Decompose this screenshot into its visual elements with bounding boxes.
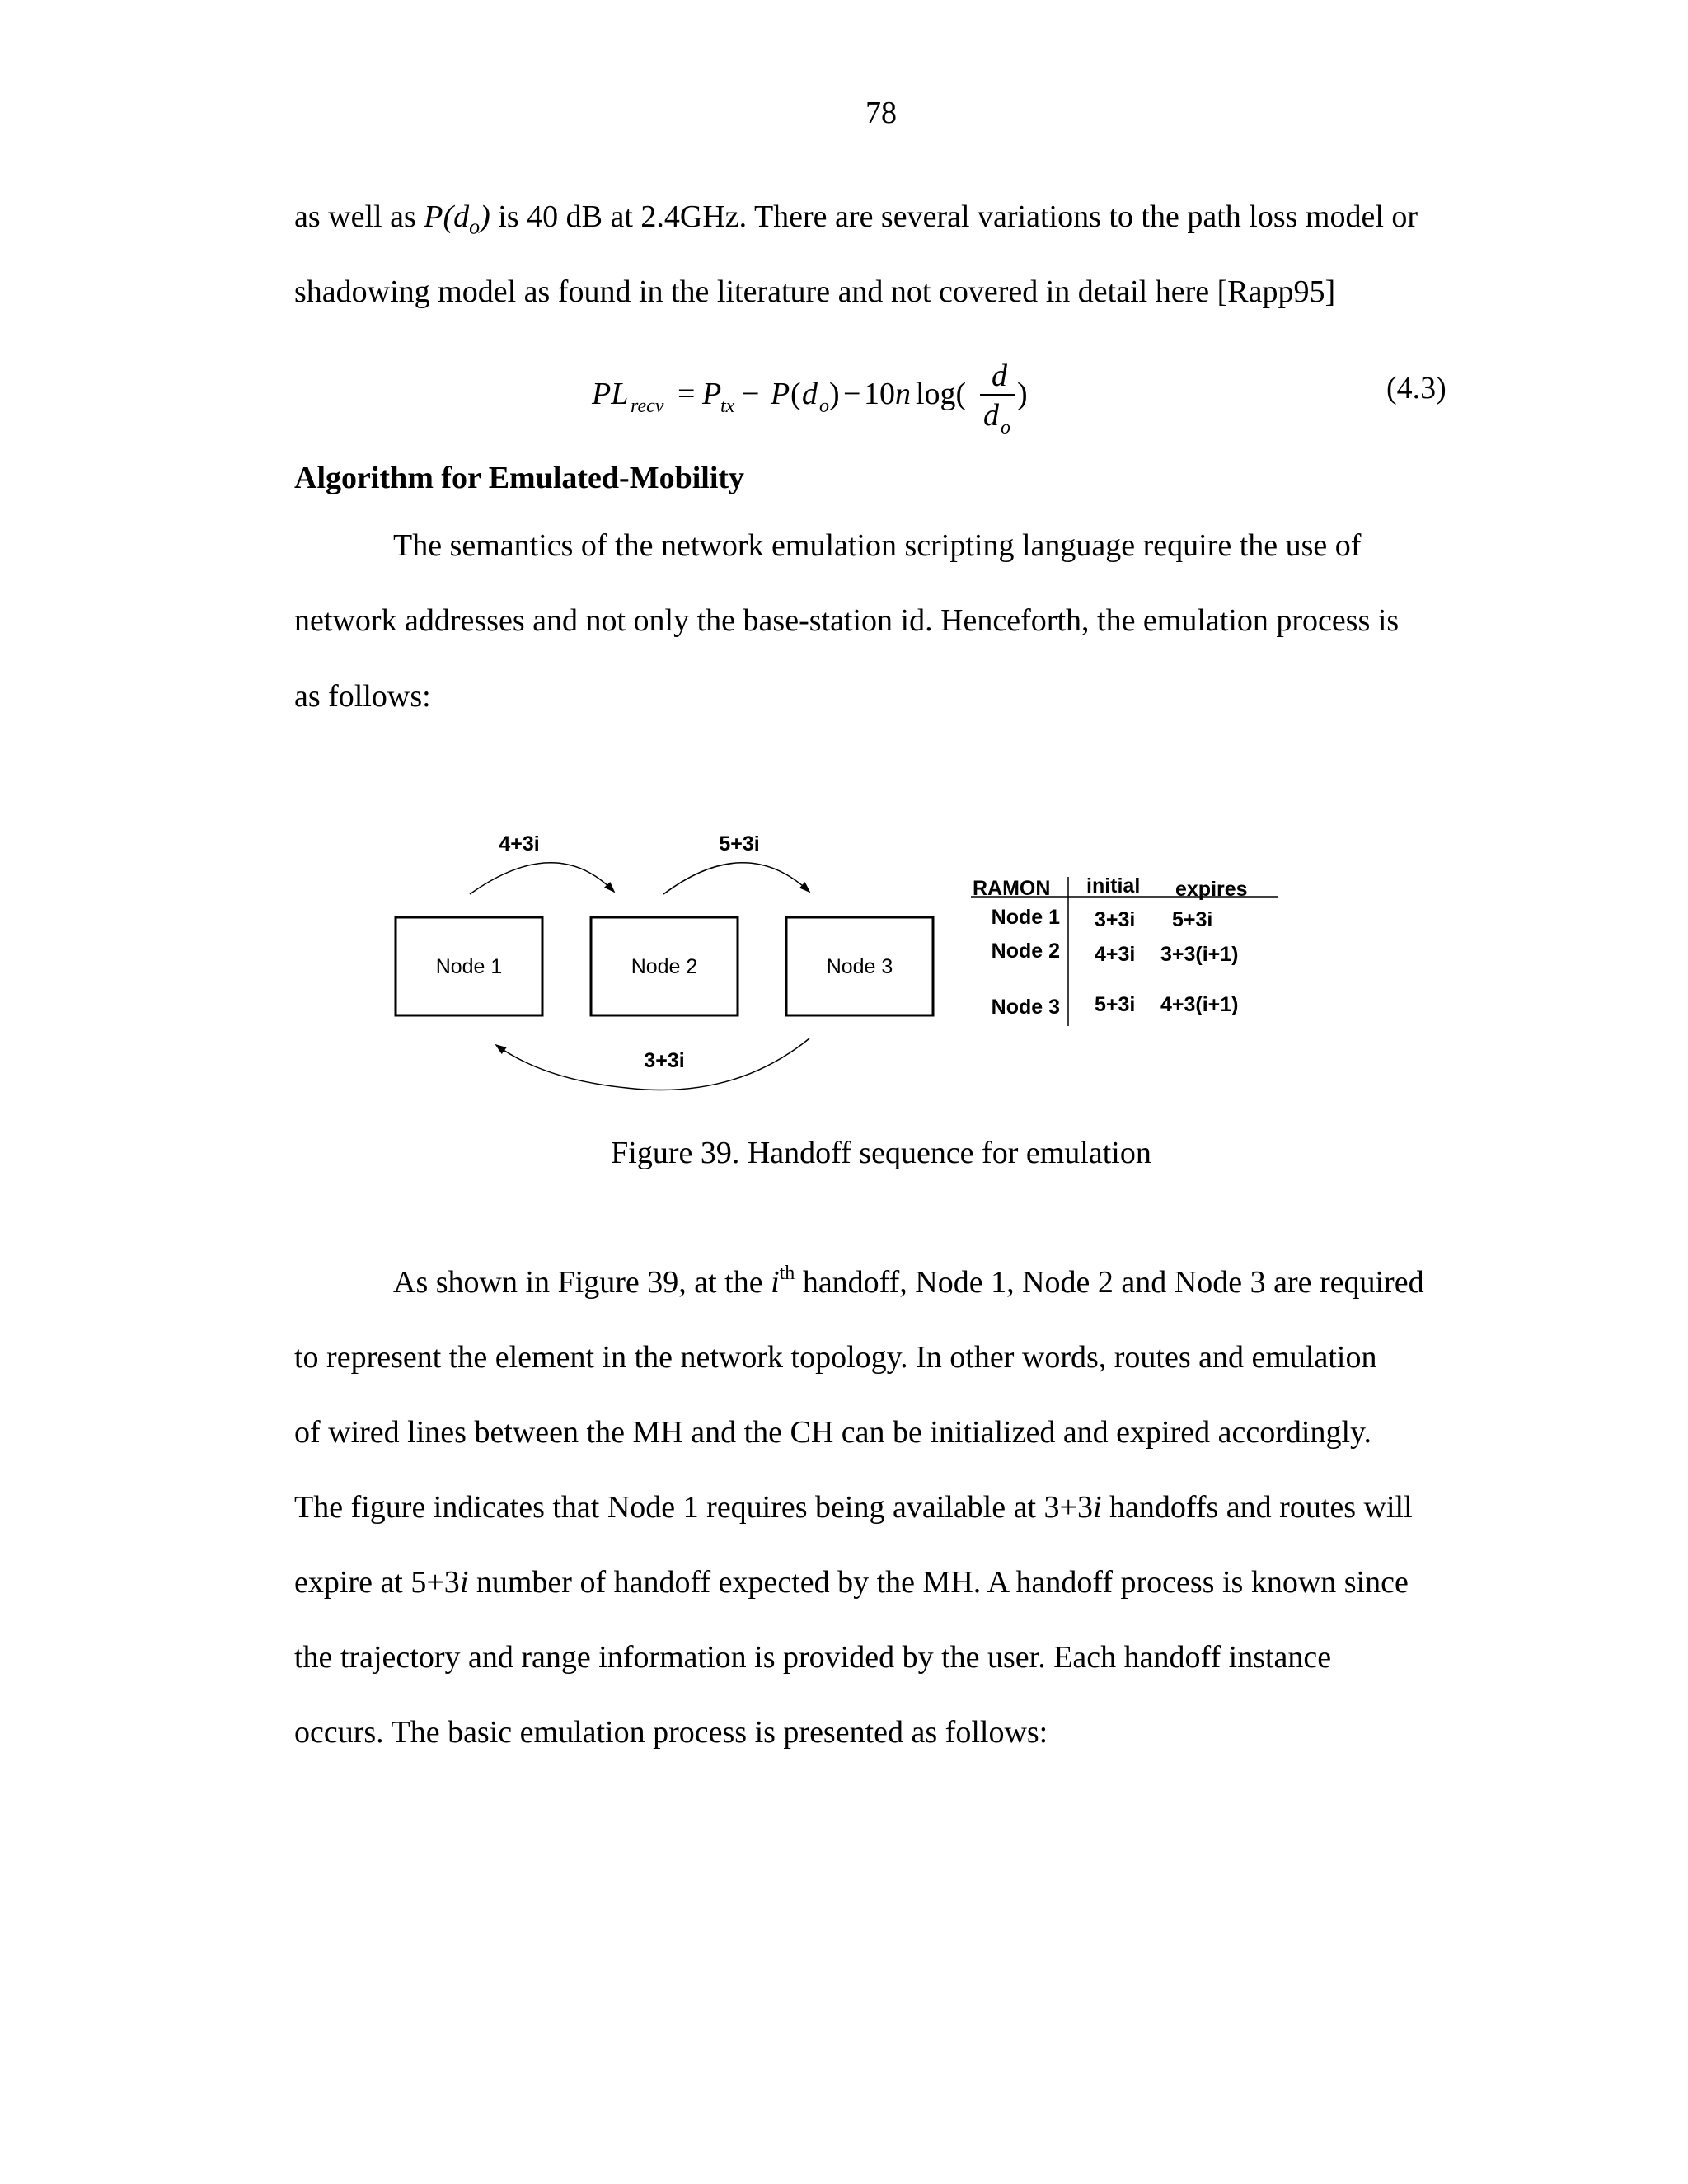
eq-lhs-sub: recv (631, 396, 664, 417)
math-i: i (459, 1565, 469, 1600)
node-2-label: Node 2 (631, 955, 698, 978)
paragraph-line: expire at 5+3i number of handoff expected by the MH. A handoff process is known since (294, 1565, 1409, 1600)
table-cell: 5+3i (1172, 908, 1213, 931)
ramon-table (971, 874, 1278, 1026)
paragraph-line: occurs. The basic emulation process is presented as follows: (294, 1715, 1048, 1750)
eq-fraction-den-sub: o (1001, 417, 1010, 438)
eq-equals: = (678, 377, 696, 411)
arrow-node1-to-node2 (470, 863, 614, 894)
math-i: i (1092, 1490, 1102, 1525)
table-cell: Node 3 (991, 996, 1060, 1019)
table-cell: 4+3i (1095, 943, 1136, 966)
paragraph-line: As shown in Figure 39, at the $i^{th}$ handoff, Node 1, Node 2 and Node 3 are required (393, 1263, 1424, 1300)
eq-minus: − (742, 377, 760, 411)
eq-fraction-den: d (983, 398, 999, 433)
paragraph-line: the trajectory and range information is provided by the user. Each handoff instance (294, 1640, 1332, 1675)
eq-fraction-num: d (992, 359, 1007, 393)
eq-coef: 10 (864, 377, 895, 411)
eq-ptx: P (702, 377, 722, 411)
equation-number: (4.3) (1386, 371, 1447, 405)
eq-d: d (802, 377, 818, 411)
paragraph-line: of wired lines between the MH and the CH can be initialized and expired accordingly. (294, 1415, 1372, 1450)
table-cell: 4+3(i+1) (1160, 993, 1239, 1016)
table-cell: 3+3i (1095, 908, 1136, 931)
arrow-label: 5+3i (719, 832, 760, 855)
section-heading: Algorithm for Emulated-Mobility (294, 461, 745, 495)
paragraph-line: The semantics of the network emulation scripting language require the use of (393, 528, 1362, 563)
table-cell: 3+3(i+1) (1160, 943, 1239, 966)
paragraph-line: shadowing model as found in the literature and not covered in detail here [Rapp95] (294, 274, 1336, 309)
paragraph-line (294, 201, 1418, 238)
eq-paren: ) (1017, 377, 1028, 411)
eq-paren: ( (790, 377, 801, 411)
table-cell: 5+3i (1095, 993, 1136, 1016)
eq-n: n (895, 377, 911, 411)
eq-log: log( (916, 377, 967, 411)
text-span: is 40 dB at 2.4GHz. There are several variations to the path loss model or (490, 199, 1418, 234)
eq-d-sub: o (819, 396, 829, 417)
table-header: expires (1175, 878, 1248, 901)
paragraph-line: network addresses and not only the base-station id. Henceforth, the emulation process is (294, 603, 1400, 638)
arrow-label: 4+3i (499, 832, 540, 855)
arrow-node2-to-node3 (663, 863, 809, 894)
table-cell: Node 1 (991, 906, 1060, 929)
page-number: 78 (865, 96, 897, 130)
path-loss-equation (577, 346, 1071, 445)
eq-paren: ) (829, 377, 840, 411)
superscript: th (779, 1263, 795, 1284)
arrow-label: 3+3i (644, 1049, 685, 1072)
table-cell: Node 2 (991, 940, 1060, 963)
handoff-sequence-diagram (379, 816, 1302, 1104)
table-header: RAMON (973, 877, 1051, 900)
eq-p: P (771, 377, 790, 411)
eq-lhs: PL (592, 377, 629, 411)
eq-minus: − (843, 377, 861, 411)
math-pdo: $P(d_o)$ (424, 199, 490, 239)
paragraph-line: to represent the element in the network topology. In other words, routes and emulation (294, 1340, 1377, 1375)
paragraph-line: The figure indicates that Node 1 requires being available at 3+3i handoffs and routes will (294, 1490, 1413, 1525)
eq-ptx-sub: tx (720, 396, 735, 417)
paragraph-line: as follows: (294, 679, 431, 714)
table-header: initial (1086, 874, 1141, 898)
node-3-label: Node 3 (826, 955, 893, 978)
node-1-label: Node 1 (435, 955, 503, 978)
math-i: i (771, 1265, 780, 1300)
figure-caption: Figure 39. Handoff sequence for emulation (611, 1136, 1151, 1170)
text-span: as well as (294, 199, 424, 234)
